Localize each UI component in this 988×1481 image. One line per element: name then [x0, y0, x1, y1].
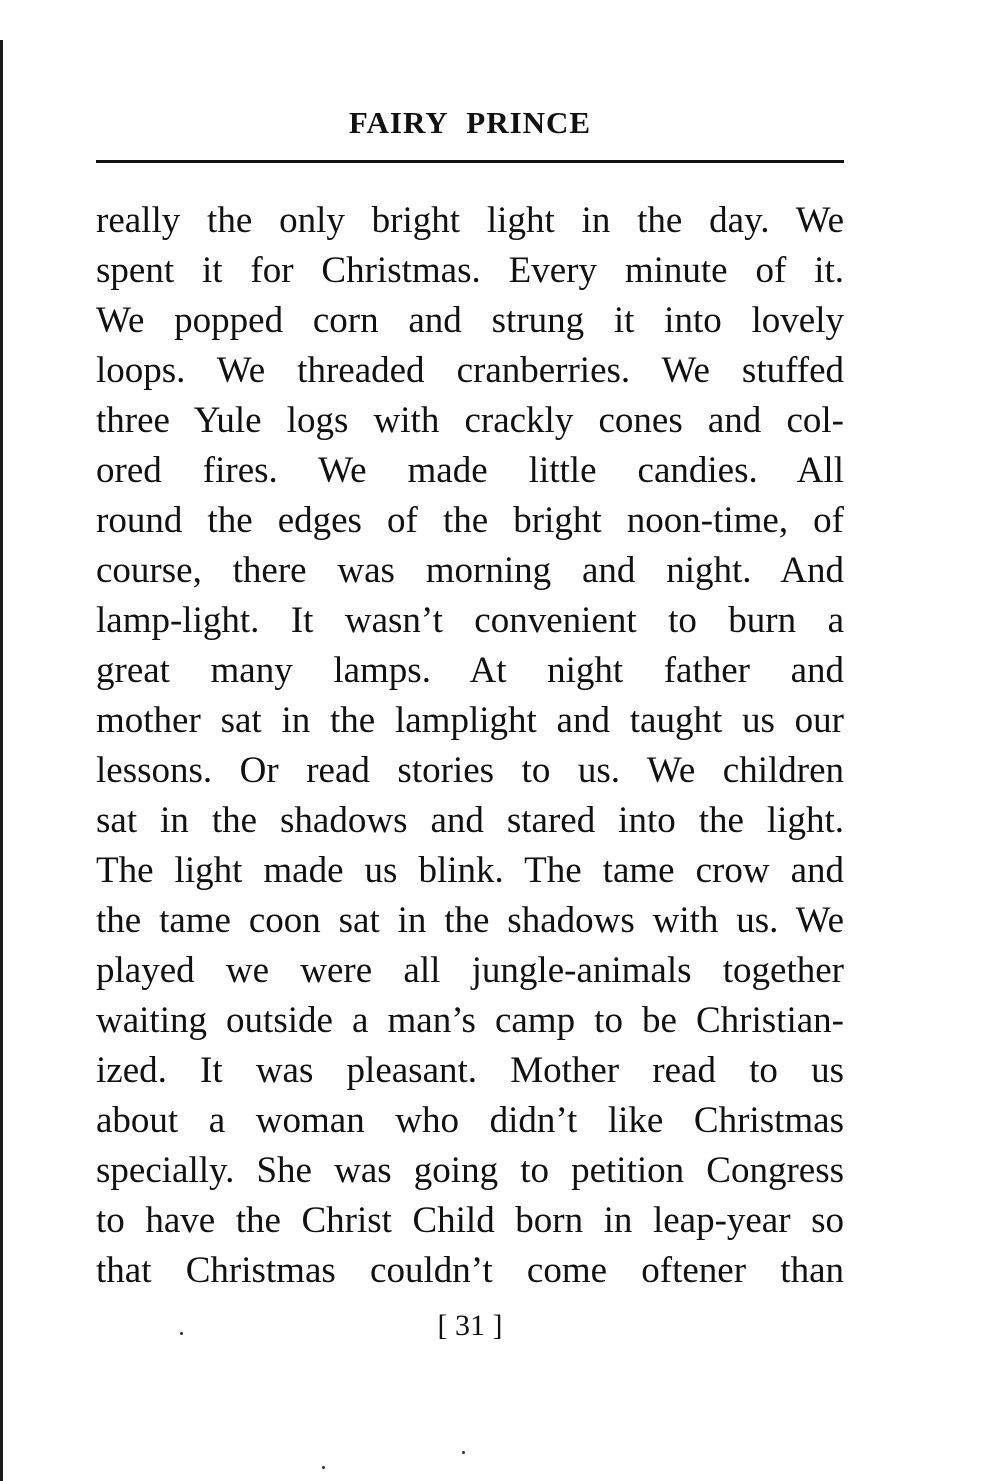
- text-line: ized. It was pleasant. Mother read to us: [96, 1050, 844, 1091]
- text-line: about a woman who didn’t like Christmas: [96, 1100, 844, 1141]
- text-line: three Yule logs with crackly cones and col-: [96, 400, 844, 441]
- text-line: the tame coon sat in the shadows with us. We: [96, 900, 844, 941]
- text-line: mother sat in the lamplight and taught us our: [96, 700, 844, 741]
- text-line: loops. We threaded cranberries. We stuffed: [96, 350, 844, 391]
- text-line: sat in the shadows and stared into the light.: [96, 800, 844, 841]
- text-line: ored fires. We made little candies. All: [96, 450, 844, 491]
- running-head: FAIRY PRINCE: [348, 105, 592, 140]
- text-line: great many lamps. At night father and: [96, 650, 844, 691]
- text-line: specially. She was going to petition Congress: [96, 1150, 844, 1191]
- text-line: waiting outside a man’s camp to be Christian-: [96, 1000, 844, 1041]
- text-line: The light made us blink. The tame crow and: [96, 850, 844, 891]
- text-line: spent it for Christmas. Every minute of it.: [96, 250, 844, 291]
- body-text: [96, 196, 844, 1296]
- print-speck: [180, 1332, 183, 1335]
- header-rule: [96, 160, 844, 163]
- text-line: played we were all jungle-animals together: [96, 950, 844, 991]
- page-edge-shadow: [0, 40, 3, 1481]
- text-line: round the edges of the bright noon-time, of: [96, 500, 844, 541]
- print-speck: [322, 1466, 325, 1469]
- text-line: that Christmas couldn’t come oftener than: [96, 1250, 844, 1291]
- text-line: We popped corn and strung it into lovely: [96, 300, 844, 341]
- page-number: [ 31 ]: [437, 1309, 503, 1342]
- text-line: course, there was morning and night. And: [96, 550, 844, 591]
- text-line: really the only bright light in the day. We: [96, 200, 844, 241]
- print-speck: [462, 1451, 465, 1454]
- text-line: to have the Christ Child born in leap-year so: [96, 1200, 844, 1241]
- text-line: lessons. Or read stories to us. We children: [96, 750, 844, 791]
- text-line: lamp-light. It wasn’t convenient to burn a: [96, 600, 844, 641]
